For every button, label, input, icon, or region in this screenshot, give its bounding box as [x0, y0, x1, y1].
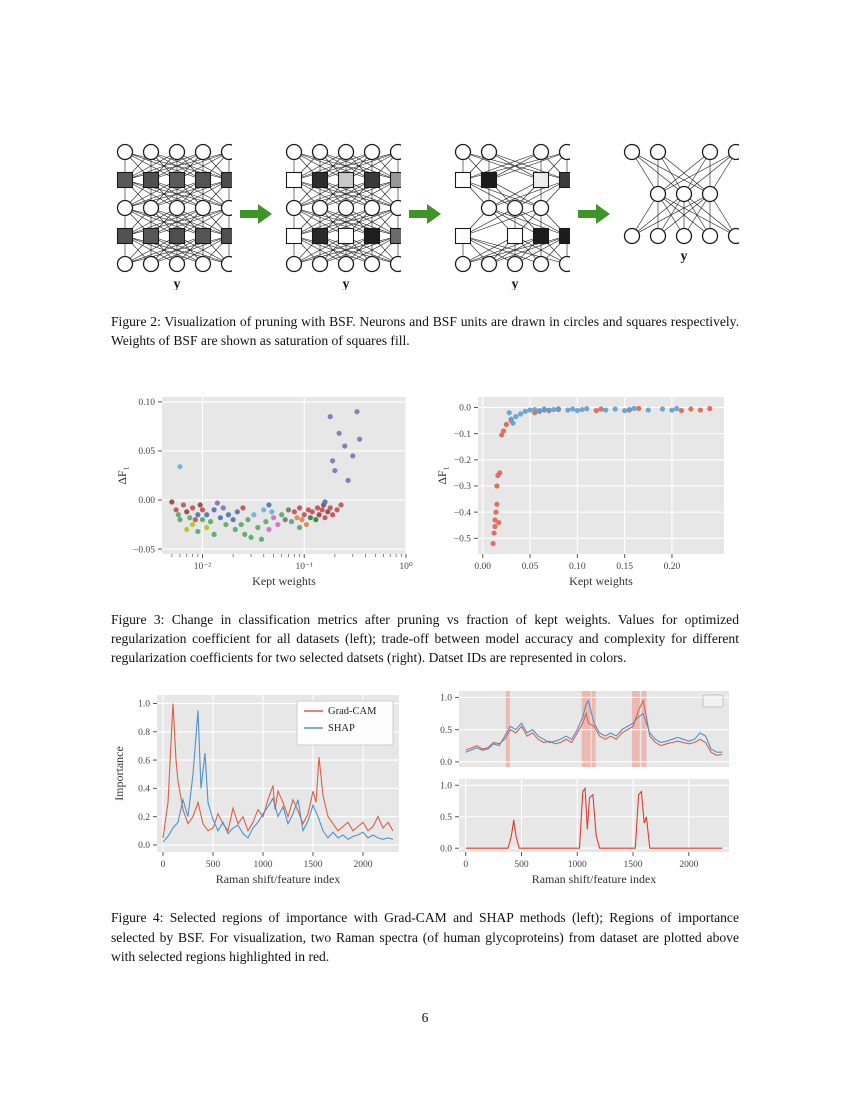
page-content — [111, 0, 739, 966]
svg-text:Kept weights: Kept weights — [569, 573, 633, 588]
svg-text:2000: 2000 — [679, 860, 699, 871]
figure4-caption: Figure 4: Selected regions of importance with Grad-CAM and SHAP methods (left); Regions of importance selected by BSF. For visualization, two Raman spectra (of human glycoproteins) from dataset are plotted above with selected regions highlighted in red. — [111, 910, 739, 965]
svg-text:10⁻¹: 10⁻¹ — [295, 561, 313, 572]
svg-text:10⁰: 10⁰ — [399, 561, 413, 572]
svg-text:0.5: 0.5 — [440, 813, 452, 824]
svg-text:y: y — [511, 277, 519, 290]
svg-text:500: 500 — [205, 860, 221, 871]
svg-text:2000: 2000 — [353, 860, 373, 871]
arrow-right-icon — [407, 201, 443, 227]
svg-text:0: 0 — [160, 860, 166, 871]
svg-text:0.15: 0.15 — [616, 561, 633, 572]
fig4-left-line-chart — [111, 683, 407, 888]
svg-text:0.10: 0.10 — [569, 561, 586, 572]
fig4-right-panels — [421, 683, 739, 888]
arrow-right-icon — [576, 201, 612, 227]
svg-text:0.05: 0.05 — [138, 446, 155, 457]
svg-text:0.10: 0.10 — [138, 397, 155, 408]
svg-text:−0.05: −0.05 — [133, 544, 155, 555]
fig4-right-top-chart — [421, 683, 739, 775]
figure3-plots — [111, 385, 739, 590]
svg-text:0.0: 0.0 — [138, 841, 150, 852]
svg-text:0.8: 0.8 — [138, 728, 150, 739]
figure2-diagram — [111, 138, 739, 290]
svg-text:0.4: 0.4 — [138, 785, 150, 796]
svg-text:y: y — [680, 249, 688, 264]
svg-text:Importance: Importance — [112, 746, 126, 802]
arrow-right-icon — [238, 201, 274, 227]
svg-text:Raman shift/feature index: Raman shift/feature index — [531, 872, 657, 887]
svg-text:500: 500 — [514, 860, 529, 871]
svg-text:0.6: 0.6 — [138, 756, 150, 767]
svg-text:SHAP: SHAP — [328, 723, 355, 735]
arrow-shape — [409, 204, 441, 224]
svg-text:ΔF₁: ΔF₁ — [115, 465, 129, 485]
svg-text:0.5: 0.5 — [440, 726, 452, 737]
svg-text:y: y — [173, 277, 181, 290]
network-diagram-2 — [280, 138, 401, 290]
svg-text:1.0: 1.0 — [440, 694, 452, 705]
svg-text:1.0: 1.0 — [440, 781, 452, 792]
arrow-right-icon — [407, 201, 443, 227]
svg-text:0.05: 0.05 — [521, 561, 539, 572]
arrow-right-icon — [238, 201, 274, 227]
svg-text:−0.3: −0.3 — [453, 481, 471, 492]
svg-text:ΔF₁: ΔF₁ — [435, 465, 449, 485]
figure2-caption: Figure 2: Visualization of pruning with BSF. Neurons and BSF units are drawn in circles and squares respectively. Weights of BSF are shown as saturation of squares fill. — [111, 314, 739, 349]
arrow-shape — [240, 204, 272, 224]
svg-text:1000: 1000 — [253, 860, 273, 871]
svg-text:Kept weights: Kept weights — [252, 573, 316, 588]
svg-text:0.0: 0.0 — [440, 758, 452, 769]
svg-text:0: 0 — [463, 860, 469, 871]
svg-text:−0.1: −0.1 — [453, 429, 471, 440]
svg-text:1500: 1500 — [303, 860, 323, 871]
svg-text:0.2: 0.2 — [138, 813, 150, 824]
svg-text:y: y — [342, 277, 350, 290]
svg-text:Raman shift/feature index: Raman shift/feature index — [215, 872, 341, 887]
figure4-plots — [111, 683, 739, 888]
figure3-caption: Figure 3: Change in classification metrics after pruning vs fraction of kept weights. Values for optimized regularization coefficient for all datasets (left); trade-off between model accuracy and complexity for different regularization coefficients for two selected datsets (right). Datset IDs are represented in colors. — [111, 611, 739, 666]
svg-text:−0.5: −0.5 — [453, 534, 471, 545]
network-diagram-1 — [111, 138, 232, 290]
network-diagram-4 — [618, 138, 739, 290]
svg-text:Grad-CAM: Grad-CAM — [328, 706, 377, 718]
arrow-shape — [578, 204, 610, 224]
svg-text:0.00: 0.00 — [474, 561, 492, 572]
svg-text:1000: 1000 — [567, 860, 587, 871]
fig3-left-scatter-chart — [114, 385, 416, 590]
svg-text:0.0: 0.0 — [440, 844, 452, 855]
network-diagram-3 — [449, 138, 570, 290]
svg-text:0.00: 0.00 — [138, 495, 155, 506]
fig4-right-bottom-chart — [421, 775, 739, 888]
arrow-right-icon — [576, 201, 612, 227]
fig3-right-scatter-chart — [434, 385, 736, 590]
svg-text:0.0: 0.0 — [459, 403, 471, 414]
page-number: 6 — [421, 1010, 429, 1025]
svg-text:−0.4: −0.4 — [453, 507, 471, 518]
svg-text:0.20: 0.20 — [663, 561, 681, 572]
svg-text:1.0: 1.0 — [138, 700, 150, 711]
svg-text:10⁻²: 10⁻² — [193, 561, 212, 572]
svg-text:−0.2: −0.2 — [453, 455, 471, 466]
svg-text:1500: 1500 — [623, 860, 643, 871]
